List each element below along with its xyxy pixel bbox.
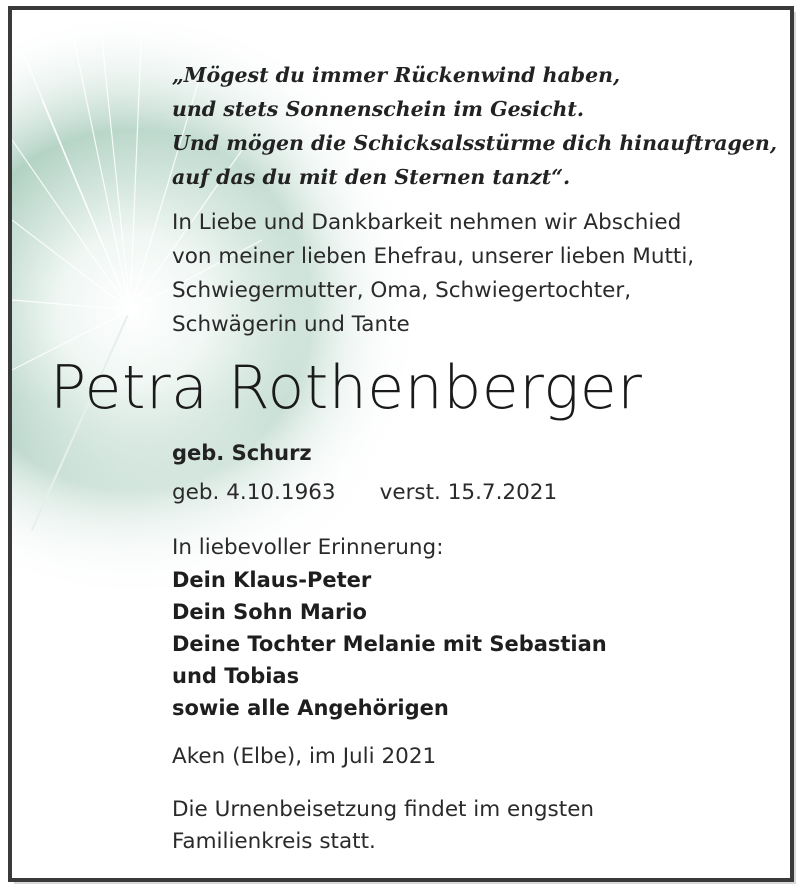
- mourner-line: Deine Tochter Melanie mit Sebastian: [172, 632, 607, 656]
- intro-line: Schwiegermutter, Oma, Schwiegertochter,: [172, 278, 632, 303]
- burial-note: [172, 794, 594, 858]
- intro-line: von meiner lieben Ehefrau, unserer lieben Mutti,: [172, 244, 695, 269]
- intro-line: Schwägerin und Tante: [172, 312, 410, 337]
- poem-line: „Mögest du immer Rückenwind haben,: [172, 63, 621, 87]
- memory-heading: In liebevoller Erinnerung:: [172, 535, 444, 560]
- place-date: Aken (Elbe), im Juli 2021: [172, 744, 437, 769]
- birth-date: geb. 4.10.1963: [172, 480, 336, 505]
- poem-line: Und mögen die Schicksalsstürme dich hinauftragen,: [172, 131, 777, 155]
- mourner-line: sowie alle Angehörigen: [172, 696, 449, 720]
- death-date: verst. 15.7.2021: [379, 480, 558, 505]
- mourner-line: Dein Klaus-Peter: [172, 568, 372, 592]
- obituary-frame: [8, 6, 794, 882]
- life-dates: [172, 476, 557, 510]
- deceased-name: Petra Rothenberger: [50, 353, 643, 423]
- birth-name: geb. Schurz: [172, 441, 312, 465]
- note-line: Die Urnenbeisetzung findet im engsten: [172, 797, 595, 822]
- intro-text: [172, 206, 694, 342]
- note-line: Familienkreis statt.: [172, 829, 376, 854]
- mourner-line: und Tobias: [172, 664, 300, 688]
- intro-line: In Liebe und Dankbarkeit nehmen wir Abschied: [172, 210, 682, 235]
- mourners-block: [172, 532, 607, 724]
- mourner-line: Dein Sohn Mario: [172, 600, 367, 624]
- poem-line: auf das du mit den Sternen tanzt“.: [172, 165, 571, 189]
- poem-quote: [172, 58, 777, 194]
- poem-line: und stets Sonnenschein im Gesicht.: [172, 97, 585, 121]
